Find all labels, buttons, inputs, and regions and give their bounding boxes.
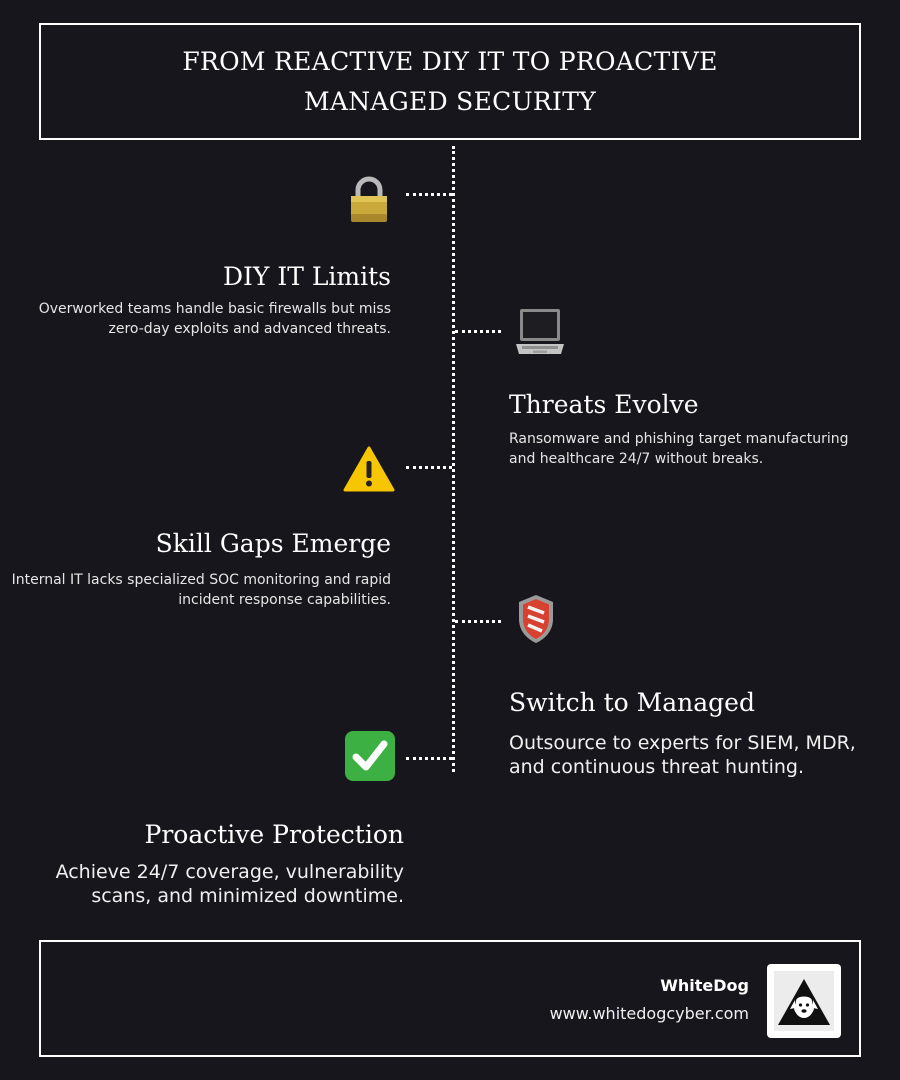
step-1-title: DIY IT Limits <box>222 262 391 291</box>
page-title: FROM REACTIVE DIY IT TO PROACTIVE MANAGED SECURITY <box>182 46 718 116</box>
laptop-icon <box>512 303 568 359</box>
whitedog-logo-icon <box>767 964 841 1038</box>
step-1-text: Overworked teams handle basic firewalls but miss zero-day exploits and advanced threats. <box>38 301 391 337</box>
timeline-line <box>452 146 455 772</box>
step-5-text: Achieve 24/7 coverage, vulnerability scans, and minimized downtime. <box>55 861 404 907</box>
lock-icon <box>341 172 397 228</box>
brand-url[interactable]: www.whitedogcyber.com <box>549 1004 749 1023</box>
step-5-title: Proactive Protection <box>144 820 404 849</box>
connector-2 <box>455 330 501 333</box>
brand-name: WhiteDog <box>660 976 749 995</box>
step-4-text: Outsource to experts for SIEM, MDR, and continuous threat hunting. <box>509 732 856 778</box>
shield-icon <box>508 591 564 647</box>
step-2-title: Threats Evolve <box>509 390 699 419</box>
connector-5 <box>406 757 452 760</box>
step-3-title: Skill Gaps Emerge <box>155 529 391 558</box>
step-3-text: Internal IT lacks specialized SOC monitoring and rapid incident response capabilities. <box>11 572 391 608</box>
title-banner <box>39 23 861 140</box>
check-mark-icon <box>342 728 398 784</box>
connector-4 <box>455 620 501 623</box>
footer-banner <box>39 940 861 1057</box>
connector-3 <box>406 466 452 469</box>
step-2-text: Ransomware and phishing target manufacturing and healthcare 24/7 without breaks. <box>509 431 849 467</box>
connector-1 <box>406 193 452 196</box>
step-4-title: Switch to Managed <box>509 688 755 717</box>
warning-icon <box>341 441 397 497</box>
